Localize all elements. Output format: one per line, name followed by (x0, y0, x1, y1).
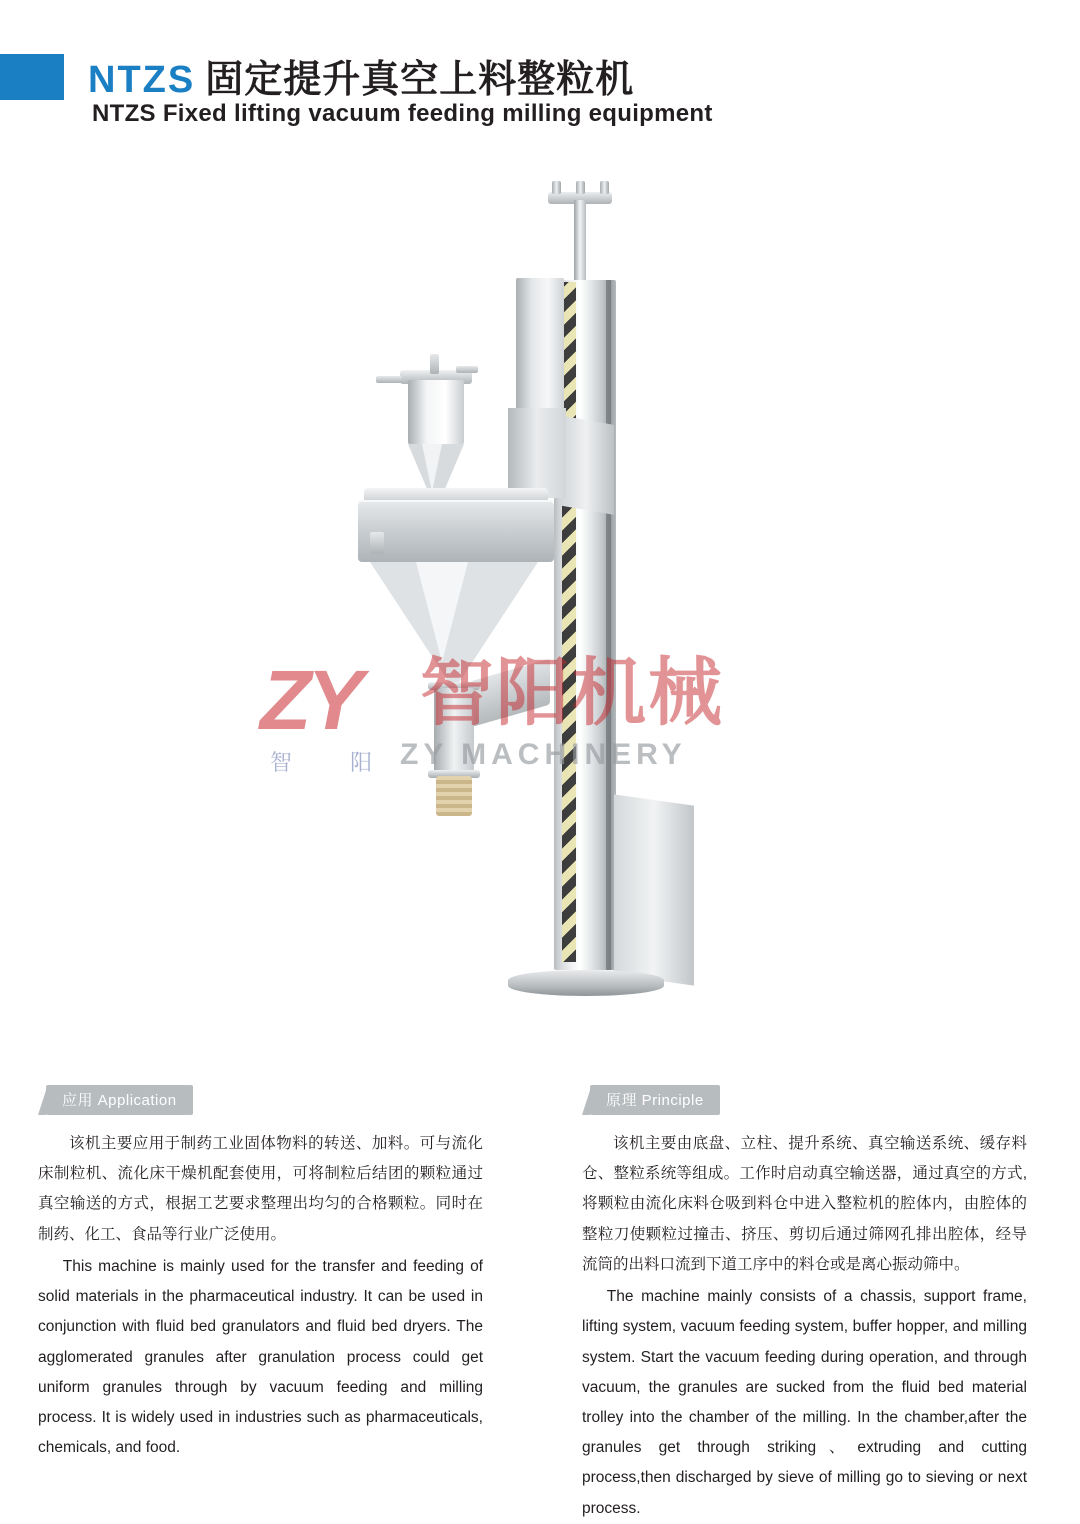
carriage-bracket (508, 408, 566, 498)
header-accent-bar (0, 54, 64, 100)
content-columns (0, 1085, 1080, 1517)
principle-tag: 原理 Principle (590, 1085, 720, 1115)
vacuum-feeder-cylinder (408, 380, 464, 444)
feeder-vent-pipe (456, 366, 478, 373)
vacuum-feeder-cone-highlight (422, 444, 442, 492)
flexible-outlet-sleeve (436, 776, 472, 816)
principle-section (582, 1085, 1027, 1524)
outlet-cylinder (434, 688, 474, 774)
page-header (0, 42, 1080, 142)
lower-guard-panel (614, 794, 694, 985)
principle-text-en: The machine mainly consists of a chassis, support frame, lifting system, vacuum feeding system, buffer hopper, and milling system. Start the vacuum feeding during operation, and through vacuum, the granules are sucked from the fluid bed material trolley into the chamber of the milling. In the chamber,after the granules get through striking、extruding and cutting process,then discharged by sieve of milling go to sieving or next process. (582, 1288, 1027, 1517)
page-title (88, 48, 634, 103)
machine-illustration (330, 170, 750, 1020)
watermark-brand-en: ZY MACHINERY (400, 738, 687, 771)
feeder-inlet-pipe (376, 376, 402, 383)
application-text-en: This machine is mainly used for the transfer and feeding of solid materials in the pharmaceutical industry. It can be used in conjunction with fluid bed granulators and fluid bed dryers. The agglomerated granules after granulation process could get uniform granules through by vacuum feeding and milling process. It is widely used in industries such as pharmaceuticals, chemicals, and food. (38, 1257, 483, 1457)
top-knob-left (552, 181, 561, 194)
feeder-top-nozzle (430, 354, 439, 374)
application-tag: 应用 Application (46, 1085, 193, 1115)
page-title-model: NTZS (88, 59, 196, 101)
principle-text-cn: 该机主要由底盘、立柱、提升系统、真空输送系统、缓存料仓、整粒系统等组成。工作时启动真空输送器，通过真空的方式,将颗粒由流化床料仓吸到料仓中进入整粒机的腔体内，由腔体的整粒刀使颗粒过撞击、挤压、剪切后通过筛网孔排出腔体，经导流筒的出料口流到下道工序中的料仓或是离心振动筛中。 (582, 1135, 1027, 1273)
head-side-port (370, 532, 384, 554)
watermark-logo: ZY (260, 653, 360, 747)
column-shadow-edge (606, 280, 611, 970)
mid-bracket-panel (558, 415, 614, 515)
application-text-cn: 该机主要应用于制药工业固体物料的转送、加料。可与流化床制粒机、流化床干燥机配套使用，可将制粒后结团的颗粒通过真空输送的方式，根据工艺要求整理出均匀的合格颗粒。同时在制药、化工、食品等行业广泛使用。 (38, 1135, 483, 1243)
top-tube (574, 200, 586, 285)
top-knob-center (576, 181, 585, 194)
product-figure (0, 150, 1080, 1040)
milling-head-body (358, 500, 554, 562)
page-subtitle: NTZS Fixed lifting vacuum feeding milling equipment (92, 100, 713, 127)
watermark-seal-cn: 智 阳 (270, 750, 399, 775)
watermark-brand-cn: 智阳机械 (420, 651, 724, 734)
buffer-hopper-highlight (416, 562, 468, 662)
hazard-stripe (562, 282, 576, 962)
machine-base-plate (508, 970, 664, 996)
top-knob-right (600, 181, 609, 194)
page-title-cn: 固定提升真空上料整粒机 (205, 59, 635, 101)
application-section (38, 1085, 483, 1463)
